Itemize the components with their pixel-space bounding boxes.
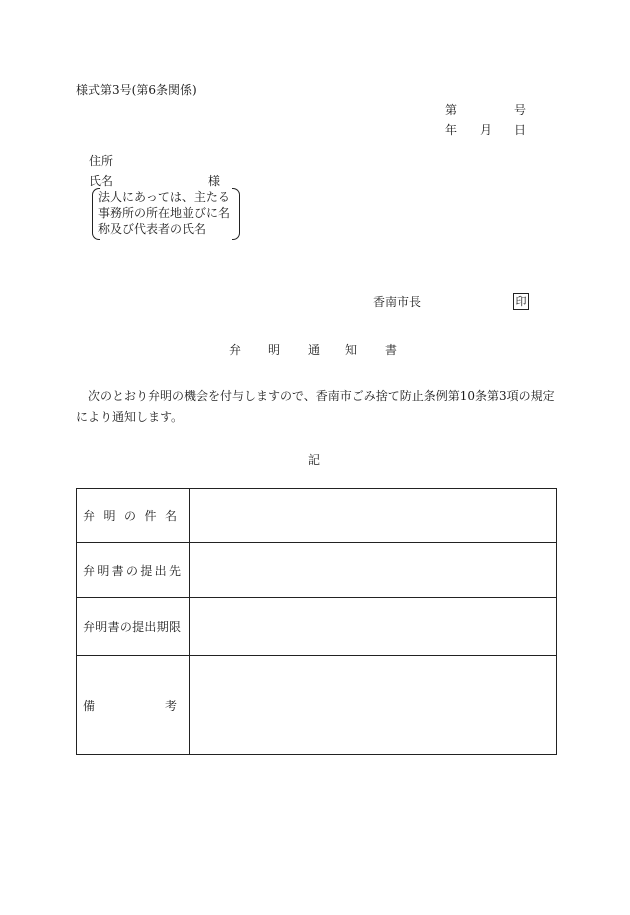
date-day-label: 日 [514, 123, 527, 137]
label-char: 名 [164, 509, 177, 523]
label-char: の [119, 620, 132, 634]
body-line: 次のとおり弁明の機会を付与しますので、香南市ごみ捨て防止条例第10条第3項の規定 [88, 389, 555, 403]
row-label-text [77, 562, 187, 579]
form-number: 様式第3号(第6条関係) [76, 83, 197, 97]
row-label-text [77, 697, 183, 714]
label-char: 提 [140, 563, 153, 578]
label-char: 書 [107, 620, 120, 634]
title-char: 知 [345, 343, 358, 357]
label-char: 考 [164, 698, 177, 713]
table-row [77, 598, 557, 656]
label-char: 書 [111, 563, 124, 578]
row-value[interactable] [190, 543, 557, 598]
row-value[interactable] [190, 656, 557, 755]
honorific: 様 [208, 174, 221, 188]
title-char: 明 [268, 343, 281, 357]
label-char: 備 [83, 698, 96, 713]
name-label: 氏名 [89, 174, 114, 188]
table-row [77, 543, 557, 598]
label-char: 出 [154, 563, 167, 578]
row-value[interactable] [190, 489, 557, 543]
date-year-label: 年 [445, 123, 458, 137]
corporate-note-line: 称及び代表者の氏名 [98, 222, 207, 236]
table-row [77, 489, 557, 543]
sender-title: 香南市長 [373, 295, 422, 309]
address-label: 住所 [89, 154, 114, 168]
label-char: 弁 [83, 563, 96, 578]
corporate-note-line: 法人にあっては、主たる [98, 190, 230, 204]
label-char: 弁 [83, 509, 96, 523]
label-char: 件 [144, 509, 157, 523]
seal-mark: 印 [513, 293, 529, 310]
label-char: 明 [103, 509, 116, 523]
title-char: 通 [308, 343, 321, 357]
body-paragraph [76, 386, 561, 428]
body-line: により通知します。 [76, 410, 184, 424]
title-char: 弁 [229, 343, 242, 357]
label-char: 明 [95, 620, 108, 634]
detail-table [76, 488, 557, 755]
label-char: 期 [156, 620, 169, 634]
label-char: 限 [168, 620, 181, 634]
row-label [77, 543, 190, 598]
label-char: の [125, 563, 138, 578]
row-label-text [77, 507, 183, 524]
label-char: 弁 [83, 620, 96, 634]
row-value[interactable] [190, 598, 557, 656]
corporate-note [92, 188, 240, 240]
row-label [77, 656, 190, 755]
label-char: 出 [144, 620, 157, 634]
row-label-text [77, 618, 187, 635]
document-number-label: 第 [445, 103, 458, 117]
ki-heading: 記 [308, 453, 321, 467]
date-month-label: 月 [480, 123, 493, 137]
title-char: 書 [385, 343, 398, 357]
document-number-suffix: 号 [514, 103, 527, 117]
corporate-note-line: 事務所の所在地並びに名 [98, 206, 231, 220]
label-char: の [123, 509, 136, 523]
row-label [77, 489, 190, 543]
label-char: 明 [97, 563, 110, 578]
label-char: 提 [132, 620, 145, 634]
label-char: 先 [168, 563, 181, 578]
right-bracket [232, 188, 240, 240]
row-label [77, 598, 190, 656]
table-row [77, 656, 557, 755]
